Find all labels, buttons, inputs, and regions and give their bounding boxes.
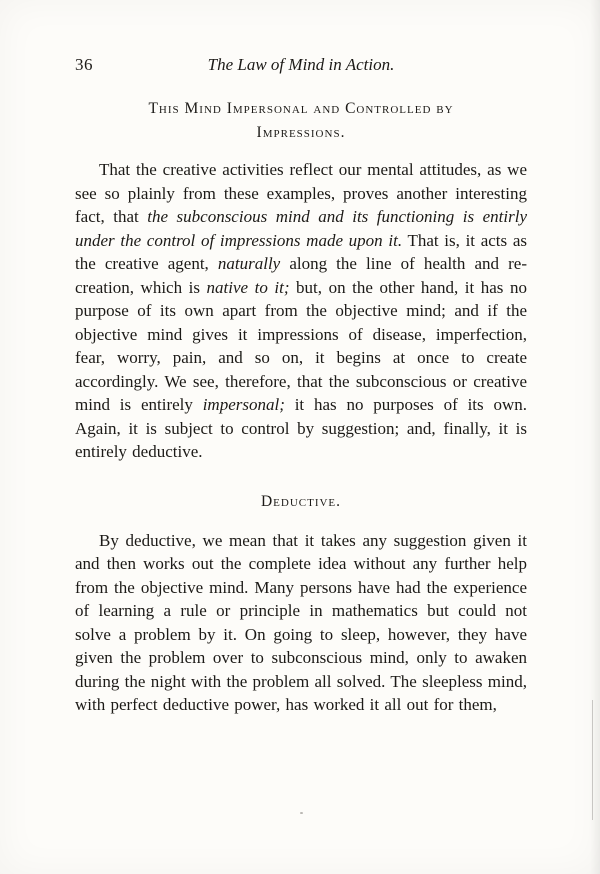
text-run: along the line of health and re-creation, which is [75, 254, 527, 297]
text-run: That the creative activities reflect our mental attitudes, as we see so plainly from these examples, proves another interesting fact, that [75, 160, 527, 227]
paragraph-impressions [75, 158, 527, 464]
text-block [75, 55, 527, 717]
text-run-italic: impersonal; [202, 395, 285, 415]
text-run-italic: the subconscious mind and its functioning is entirly under the control of impressions made upon it. [75, 207, 527, 250]
text-run: That is, it acts as the creative agent, [75, 230, 527, 274]
paragraph-deductive [75, 529, 527, 717]
page-number: 36 [75, 55, 93, 74]
text-run: By deductive, we mean that it takes any suggestion given it and then works out the complete idea without any further help from the objective mind. Many persons have had the experience of learning a rule or principle in mathematics but could not solve a problem by it. On going to sleep, however, they have given the problem over to subconscious mind, only to awaken during the night with the problem all solved. The sleepless mind, with perfect deductive power, has worked it all out for them, [75, 530, 527, 715]
section-heading-deductive: Deductive. [260, 492, 342, 510]
section-heading-impressions: This Mind Impersonal and Controlled by Impressions. [148, 100, 454, 142]
text-run-italic: naturally [217, 254, 281, 274]
text-run-italic: native to it; [206, 277, 290, 297]
scan-edge-shade [590, 0, 600, 874]
running-title: The Law of Mind in Action. [207, 55, 395, 74]
scan-artifact-speck [300, 812, 303, 814]
scan-artifact-line [592, 700, 593, 820]
text-run: but, on the other hand, it has no purpose of its own apart from the objective mind; and if the objective mind gives it impressions of disease, imperfection, fear, worry, pain, and so on, it begins at once to create accordingly. We see, therefore, that the subconscious or creative mind is entirely [75, 277, 527, 415]
text-run: it has no purposes of its own. Again, it is subject to control by suggestion; and, finally, it is entirely deductive. [75, 395, 527, 462]
running-header [75, 55, 527, 75]
